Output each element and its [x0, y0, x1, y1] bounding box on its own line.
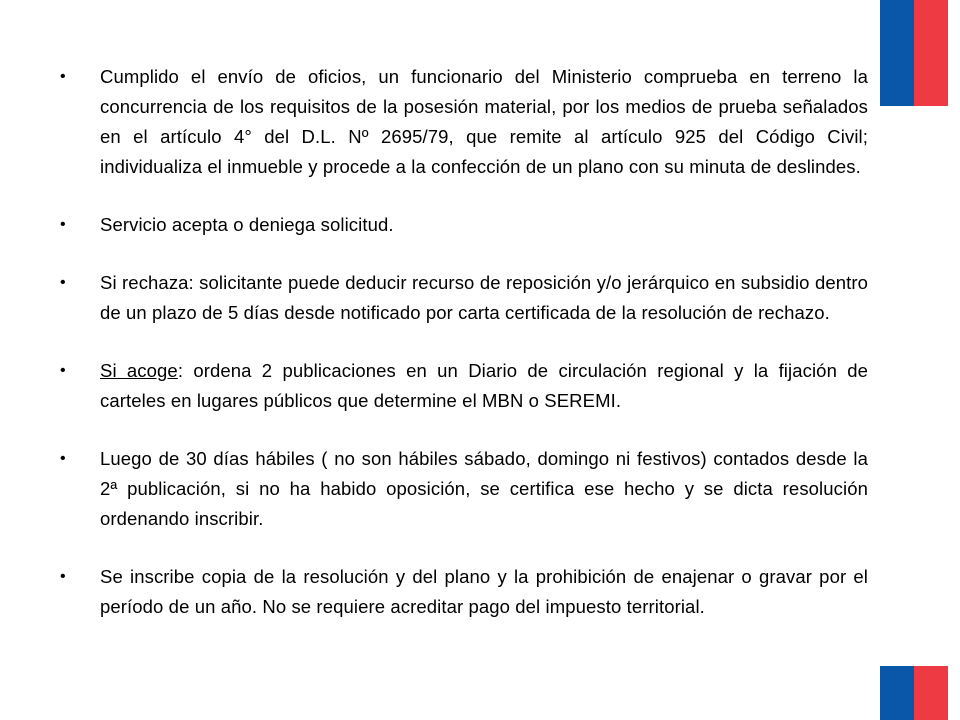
- chile-flag-decoration-bottom: [880, 666, 948, 720]
- bullet-item: [58, 562, 868, 622]
- chile-flag-decoration-top: [880, 0, 948, 106]
- bullet-glyph: •: [60, 68, 66, 85]
- bullet-glyph: •: [60, 450, 66, 467]
- flag-red-stripe: [914, 666, 948, 720]
- bullet-item: [58, 356, 868, 416]
- flag-red-stripe: [914, 0, 948, 106]
- bullet-text: Servicio acepta o deniega solicitud.: [100, 214, 394, 235]
- bullet-item: [58, 444, 868, 534]
- bullet-text: Se inscribe copia de la resolución y del plano y la prohibición de enajenar o gravar por el período de un año. No se requiere acreditar pago del impuesto territorial.: [100, 566, 868, 617]
- flag-blue-stripe: [880, 0, 914, 106]
- bullet-text: Cumplido el envío de oficios, un funcionario del Ministerio comprueba en terreno la concurrencia de los requisitos de la posesión material, por los medios de prueba señalados en el artículo 4° del D.L. Nº 2695/79, que remite al artículo 925 del Código Civil; individualiza el inmueble y procede a la confección de un plano con su minuta de deslindes.: [100, 66, 868, 177]
- bullet-text: Si rechaza: solicitante puede deducir recurso de reposición y/o jerárquico en subsidio dentro de un plazo de 5 días desde notificado por carta certificada de la resolución de rechazo.: [100, 272, 868, 323]
- bullet-text-rest: : ordena 2 publicaciones en un Diario de circulación regional y la fijación de carteles en lugares públicos que determine el MBN o SEREMI.: [100, 360, 869, 411]
- bullet-text: [100, 356, 868, 416]
- bullet-glyph: •: [60, 568, 66, 585]
- slide-content: [58, 62, 868, 650]
- bullet-glyph: •: [60, 216, 66, 233]
- bullet-glyph: •: [60, 274, 66, 291]
- bullet-item: [58, 62, 868, 182]
- flag-blue-stripe: [880, 666, 914, 720]
- bullet-glyph: •: [60, 362, 66, 379]
- bullet-text: Luego de 30 días hábiles ( no son hábiles sábado, domingo ni festivos) contados desde la 2ª publicación, si no ha habido oposición, se certifica ese hecho y se dicta resolución ordenando inscribir.: [100, 448, 868, 529]
- bullet-lead-underlined: Si acoge: [100, 360, 178, 381]
- bullet-item: [58, 268, 868, 328]
- bullet-item: [58, 210, 868, 240]
